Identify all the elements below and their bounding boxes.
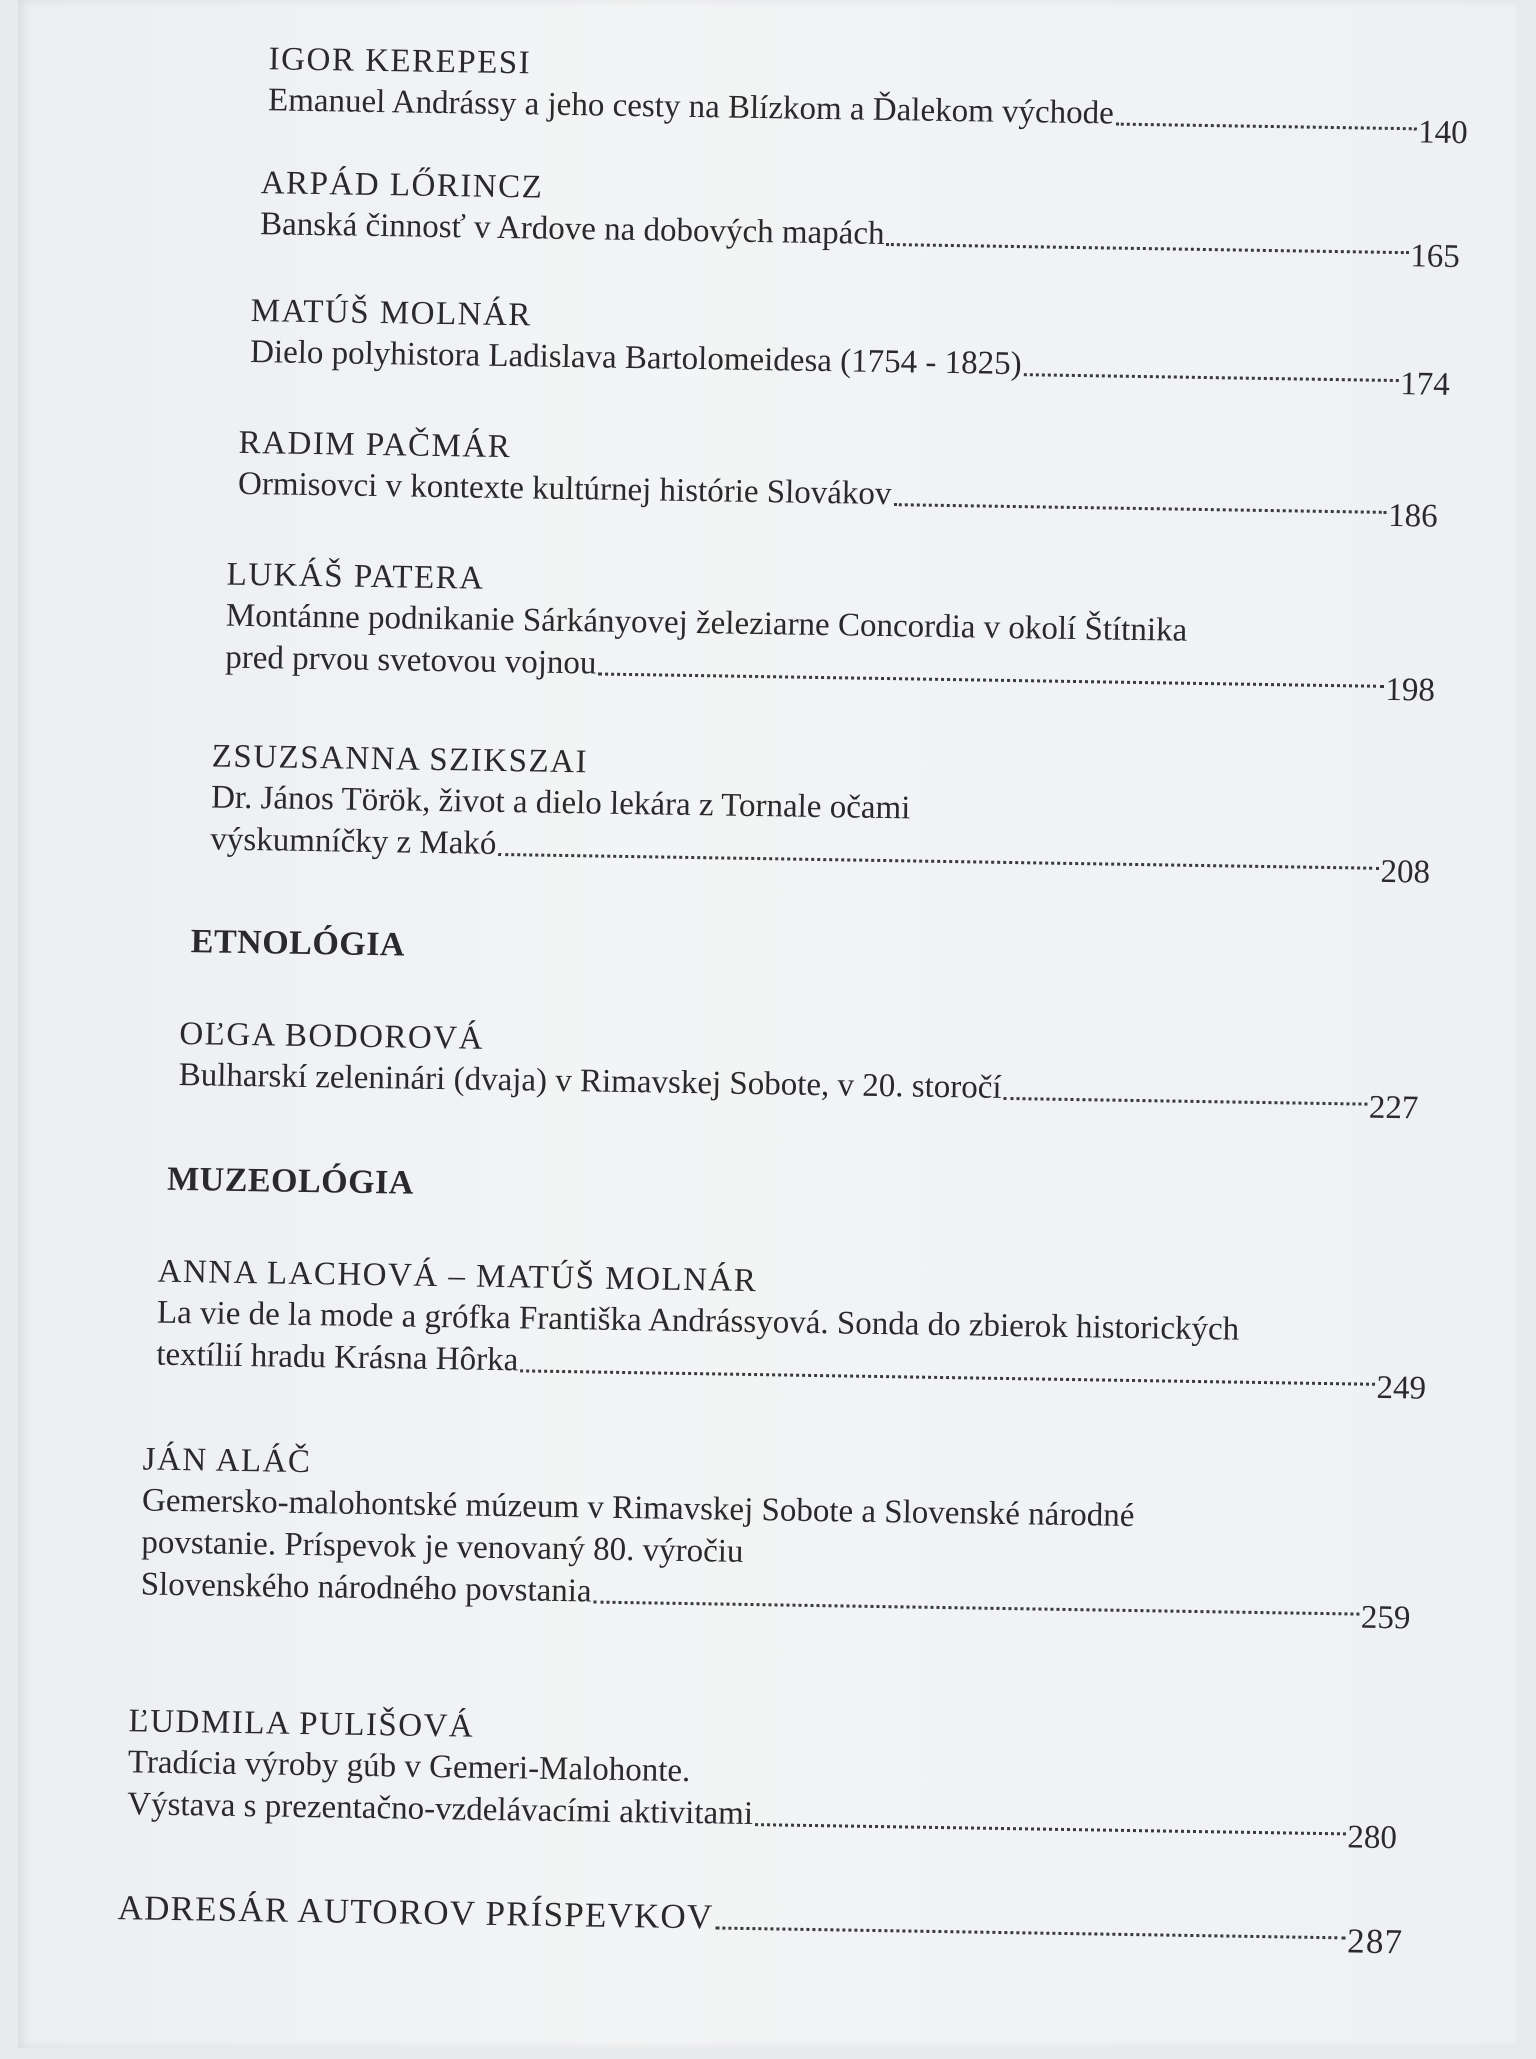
page-number: 280 — [1347, 1819, 1398, 1857]
dot-leader — [498, 853, 1378, 870]
entry-author: MATÚŠ MOLNÁR — [250, 293, 533, 334]
entry-author: ANNA LACHOVÁ – MATÚŠ MOLNÁR — [157, 1253, 758, 1300]
entry-author: OĽGA BODOROVÁ — [179, 1015, 485, 1057]
entry-title-line: Montánne podnikanie Sárkányovej železiarne Concordia v okolí Štítnika — [225, 597, 1188, 649]
table-of-contents — [2, 0, 1534, 2059]
toc-entry — [178, 1014, 1419, 1127]
entry-title-line: Tradícia výroby gúb v Gemeri-Malohonte. — [127, 1744, 691, 1790]
page-number: 140 — [1417, 114, 1468, 152]
toc-entry — [259, 163, 1461, 275]
toc-entry — [140, 1439, 1412, 1637]
page-number: 249 — [1376, 1369, 1427, 1407]
entry-title: Emanuel Andrássy a jeho cesty na Blízkom a Ďalekom východe — [267, 82, 1115, 132]
dot-leader — [755, 1823, 1346, 1835]
dot-leader — [886, 243, 1408, 254]
page-number: 208 — [1380, 853, 1431, 891]
dot-leader — [598, 673, 1383, 688]
entry-author: JÁN ALÁČ — [142, 1441, 312, 1481]
entry-title: Dielo polyhistora Ladislava Bartolomeidesa (1754 - 1825) — [249, 334, 1022, 383]
page-number: 186 — [1387, 497, 1438, 535]
toc-entry — [267, 39, 1469, 152]
entry-author: RADIM PAČMÁR — [238, 424, 512, 466]
entry-title: Banská činnosť v Ardove na dobových mapách — [259, 206, 885, 252]
entry-title-line: Dr. János Török, život a dielo lekára z Tornale očami — [210, 779, 911, 827]
dot-leader — [520, 1369, 1374, 1385]
section-heading-etnologia: ETNOLÓGIA — [190, 923, 406, 964]
page-number: 259 — [1360, 1599, 1411, 1637]
entry-title: Bulharskí zeleninári (dvaja) v Rimavskej Sobote, v 20. storočí — [178, 1056, 1002, 1106]
page-number: 287 — [1346, 1921, 1404, 1962]
book-page — [18, 0, 1518, 2048]
page-number: 198 — [1385, 671, 1436, 709]
entry-title: pred prvou svetovou vojnou — [225, 639, 597, 682]
entry-title: Výstava s prezentačno-vzdelávacími aktivitami — [126, 1786, 754, 1833]
dot-leader — [1023, 373, 1398, 382]
dot-leader — [1003, 1097, 1367, 1106]
entry-title-row — [117, 1887, 1404, 1962]
toc-entry — [126, 1701, 1399, 1857]
toc-entry — [156, 1252, 1428, 1407]
entry-title: textílií hradu Krásna Hôrka — [156, 1336, 519, 1379]
toc-entry — [210, 736, 1432, 891]
entry-author: LUKÁŠ PATERA — [226, 556, 485, 597]
entry-title-line: La vie de la mode a grófka Františka Andrássyová. Sonda do zbierok historických — [156, 1294, 1240, 1348]
entry-title: výskumníčky z Makó — [210, 821, 497, 862]
page-number: 174 — [1399, 366, 1451, 403]
entry-author: ARPÁD LŐRINCZ — [260, 165, 544, 206]
dot-leader — [893, 503, 1386, 514]
toc-entry — [237, 423, 1439, 535]
entry-title: Slovenského národného povstania — [140, 1566, 592, 1610]
page-number: 227 — [1368, 1089, 1419, 1127]
entry-author: ZSUZSANNA SZIKSZAI — [211, 738, 589, 781]
address-list-title: ADRESÁR AUTOROV PRÍSPEVKOV — [117, 1888, 714, 1937]
dot-leader — [1116, 123, 1417, 131]
toc-entry-final — [117, 1887, 1404, 1962]
entry-author: IGOR KEREPESI — [268, 41, 532, 82]
dot-leader — [715, 1927, 1345, 1940]
section-heading-muzeologia: MUZEOLÓGIA — [166, 1160, 415, 1202]
entry-title: Ormisovci v kontexte kultúrnej histórie Slovákov — [237, 465, 892, 513]
page-number: 165 — [1409, 238, 1461, 275]
toc-entry — [249, 291, 1451, 403]
entry-author: ĽUDMILA PULIŠOVÁ — [128, 1703, 475, 1745]
dot-leader — [593, 1601, 1359, 1616]
toc-entry — [225, 555, 1437, 709]
entry-title-line: povstanie. Príspevok je venovaný 80. výročiu — [141, 1524, 744, 1570]
entry-title-line: Gemersko-malohontské múzeum v Rimavskej Sobote a Slovenské národné — [141, 1482, 1135, 1535]
